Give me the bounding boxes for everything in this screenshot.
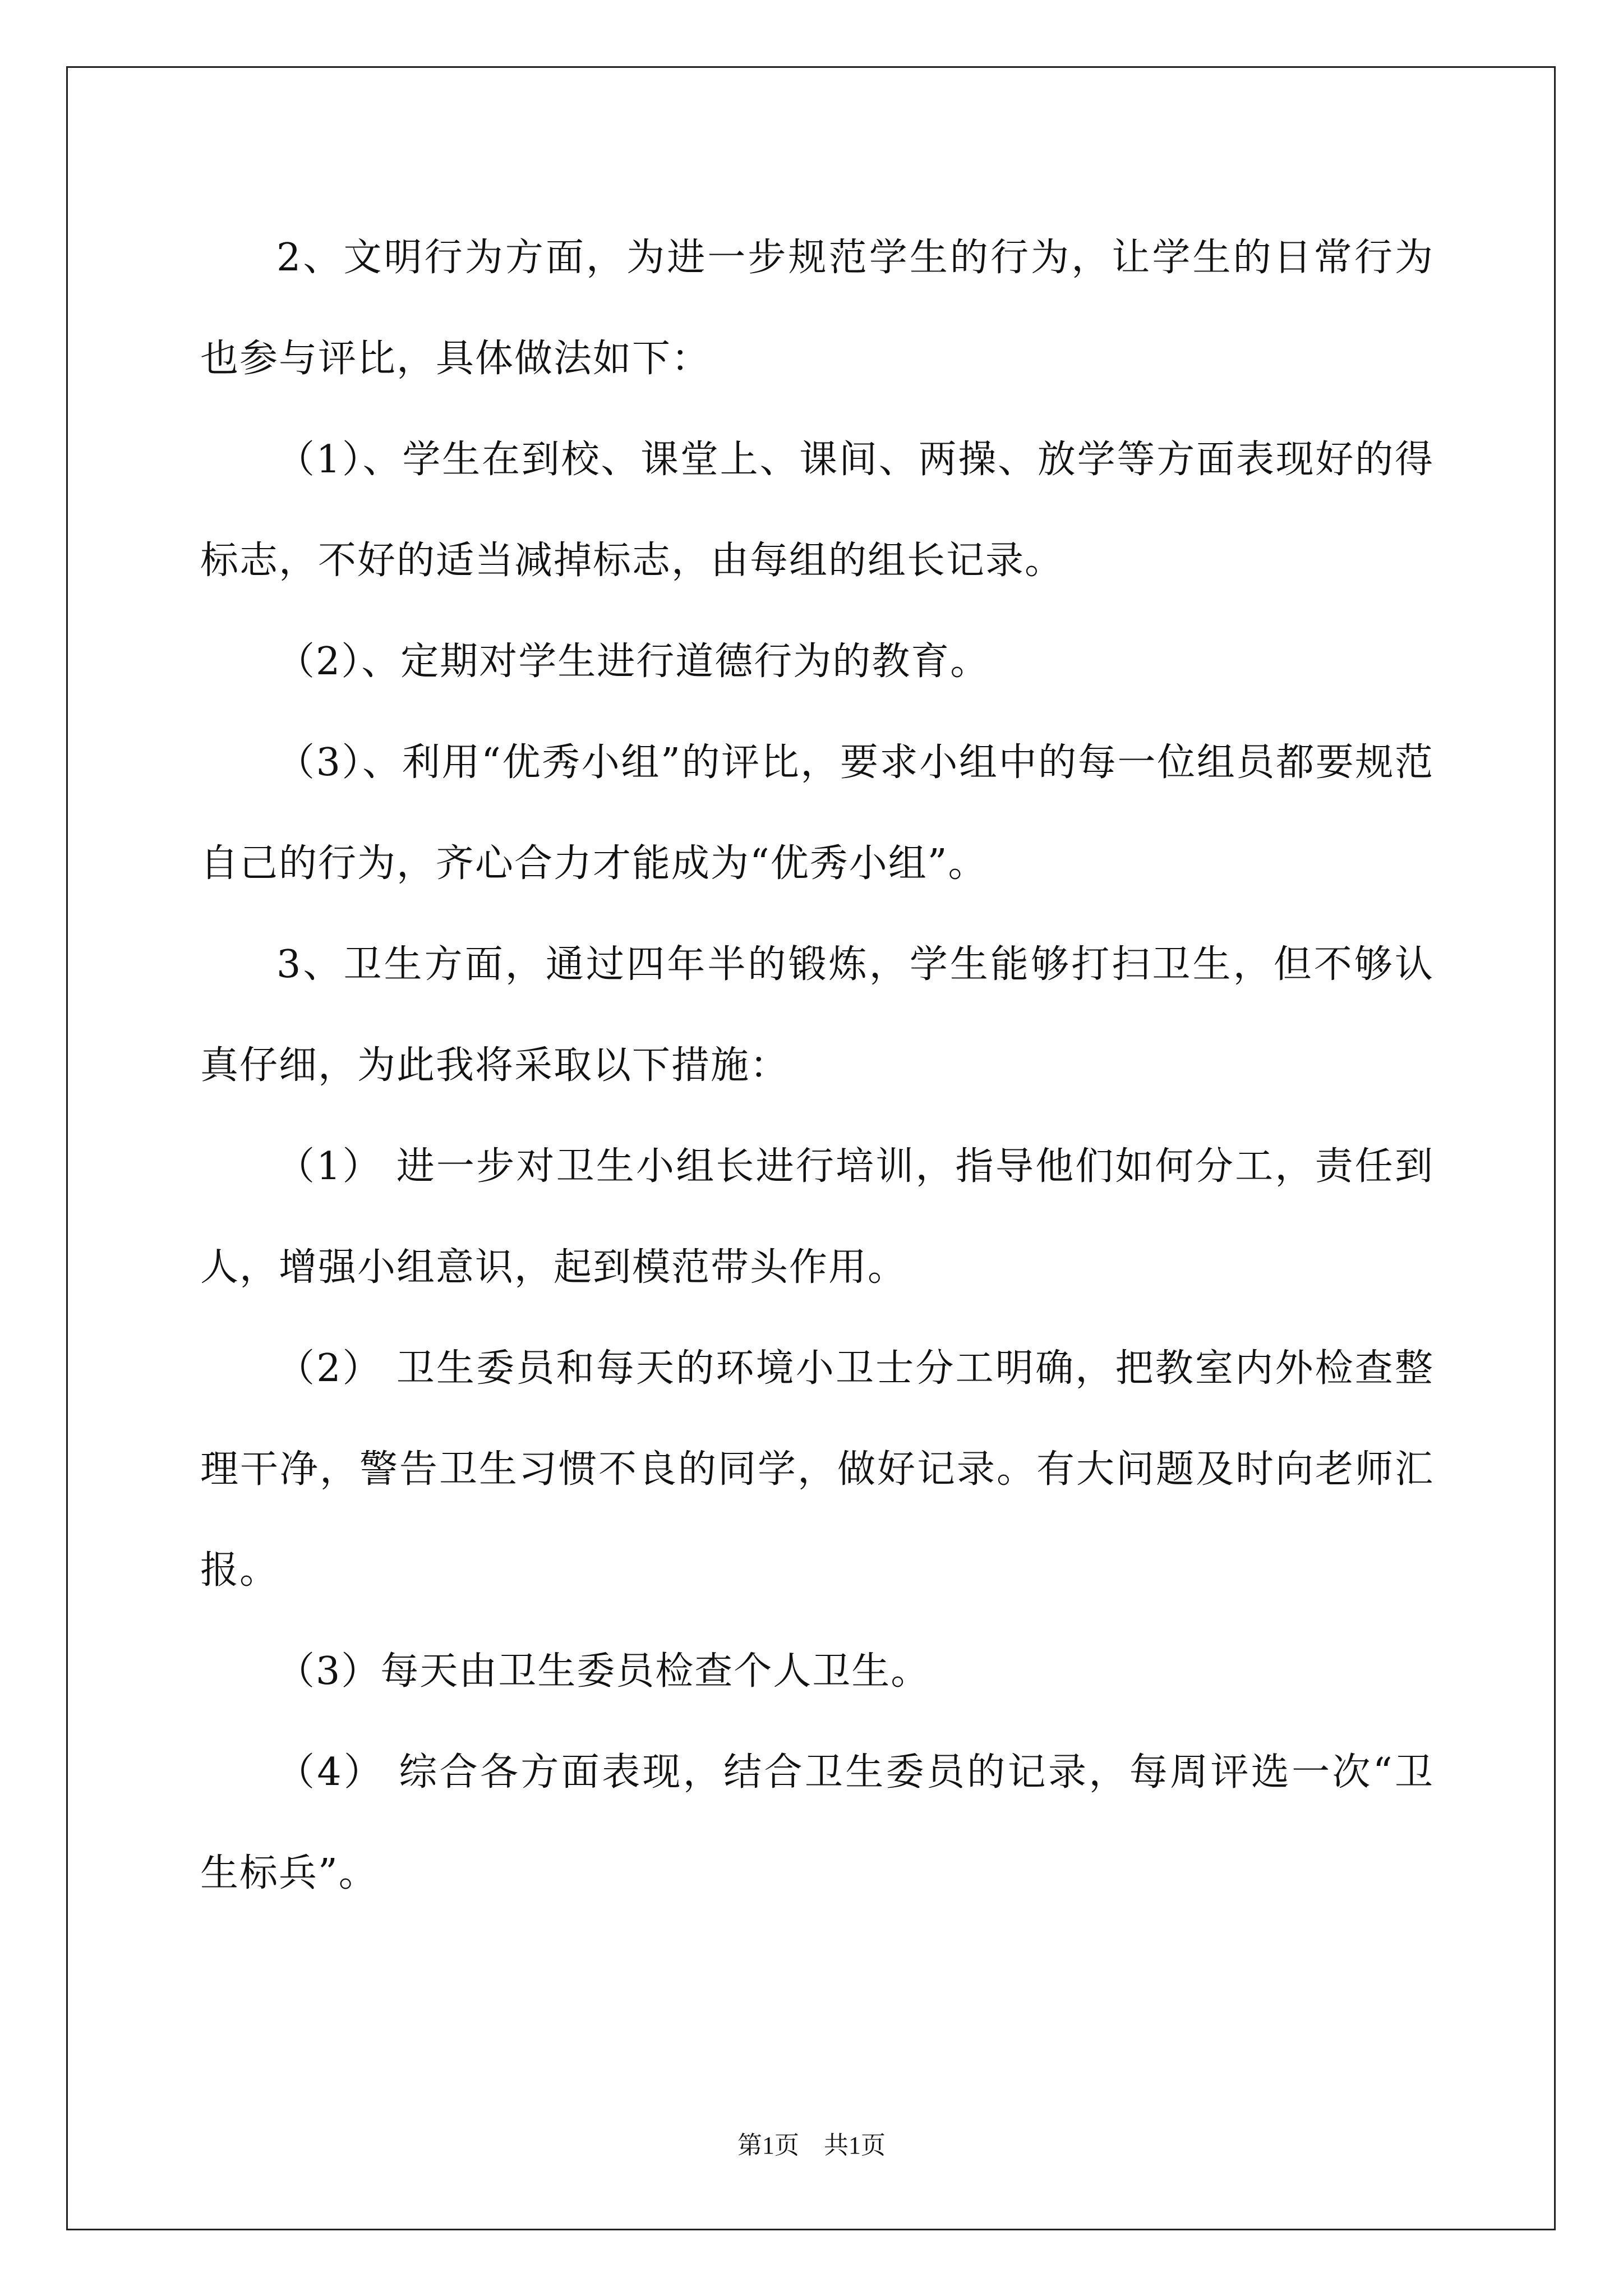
- document-body: [200, 208, 1434, 1924]
- paragraph-hygiene-item-2: （2） 卫生委员和每天的环境小卫士分工明确，把教室内外检查整理干净，警告卫生习惯不良的同学，做好记录。有大问题及时向老师汇报。: [200, 1346, 1434, 1593]
- paragraph-civilized-behavior: 2、文明行为方面，为进一步规范学生的行为，让学生的日常行为也参与评比，具体做法如下：: [200, 236, 1434, 381]
- paragraph-behavior-item-1: （1）、学生在到校、课堂上、课间、两操、放学等方面表现好的得标志，不好的适当减掉标志，由每组的组长记录。: [200, 438, 1434, 583]
- paragraph-behavior-item-2: （2）、定期对学生进行道德行为的教育。: [276, 639, 990, 684]
- paragraph-hygiene-item-1: （1） 进一步对卫生小组长进行培训，指导他们如何分工，责任到人，增强小组意识，起到模范带头作用。: [200, 1144, 1434, 1290]
- paragraph-hygiene: 3、卫生方面，通过四年半的锻炼，学生能够打扫卫生，但不够认真仔细，为此我将采取以下措施：: [200, 942, 1434, 1088]
- paragraph-hygiene-item-3: （3）每天由卫生委员检查个人卫生。: [276, 1649, 930, 1694]
- paragraph-behavior-item-3: （3）、利用“优秀小组”的评比，要求小组中的每一位组员都要规范自己的行为，齐心合力才能成为“优秀小组”。: [200, 740, 1434, 886]
- paragraph-hygiene-item-4: （4） 综合各方面表现，结合卫生委员的记录，每周评选一次“卫生标兵”。: [200, 1750, 1434, 1895]
- page-number-footer: 第1页 共1页: [737, 2132, 886, 2159]
